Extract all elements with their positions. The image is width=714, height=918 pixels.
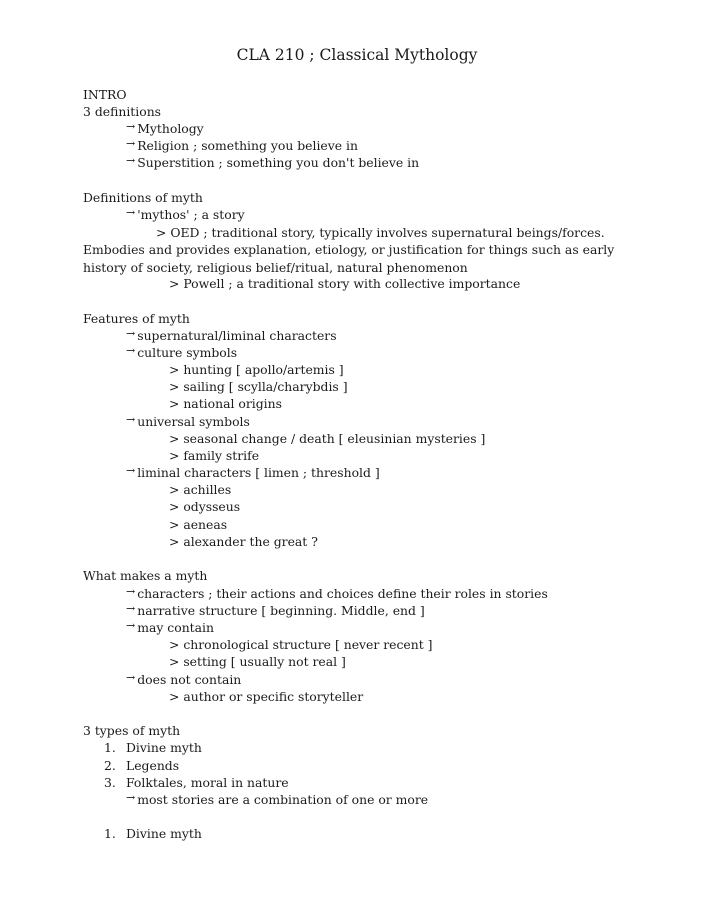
document-title: CLA 210 ; Classical Mythology bbox=[236, 46, 478, 64]
subitem-author: > author or specific storyteller bbox=[169, 689, 364, 704]
subitem-seasonal-change: > seasonal change / death [ eleusinian mysteries ] bbox=[169, 431, 486, 446]
arrow-icon: → bbox=[126, 327, 136, 340]
arrow-icon: → bbox=[126, 413, 136, 426]
subitem-chronological-structure: > chronological structure [ never recent ] bbox=[169, 637, 433, 652]
bullet-combination: → most stories are a combination of one or more bbox=[126, 791, 429, 807]
bullet-narrative-structure: → narrative structure [ beginning. Middle, end ] bbox=[126, 602, 425, 618]
arrow-icon: → bbox=[126, 206, 136, 219]
bullet-may-contain: → may contain bbox=[126, 619, 214, 635]
arrow-icon: → bbox=[126, 154, 136, 167]
subitem-powell: > Powell ; a traditional story with collective importance bbox=[169, 276, 521, 291]
paragraph-oed-definition: > OED ; traditional story, typically involves supernatural beings/forces. Embodies and provides explanation, etiology, or justification for things such as early history of society, religious belief/ritual, natural phenomenon bbox=[83, 225, 615, 275]
subitem-setting: > setting [ usually not real ] bbox=[169, 654, 346, 669]
subitem-national-origins: > national origins bbox=[169, 396, 282, 411]
subitem-sailing: > sailing [ scylla/charybdis ] bbox=[169, 379, 348, 394]
arrow-icon: → bbox=[126, 791, 136, 804]
bullet-liminal-characters: → liminal characters [ limen ; threshold ] bbox=[126, 464, 380, 480]
arrow-icon: → bbox=[126, 464, 136, 477]
arrow-icon: → bbox=[126, 619, 136, 632]
arrow-icon: → bbox=[126, 344, 136, 357]
subitem-odysseus: > odysseus bbox=[169, 499, 241, 514]
bullet-religion: → Religion ; something you believe in bbox=[126, 137, 358, 153]
section-heading-three-types: 3 types of myth bbox=[83, 723, 181, 738]
section-heading-features-of-myth: Features of myth bbox=[83, 311, 190, 326]
bullet-culture-symbols: → culture symbols bbox=[126, 344, 238, 360]
bullet-mythology: → Mythology bbox=[126, 120, 204, 136]
section-heading-what-makes-a-myth: What makes a myth bbox=[83, 568, 208, 583]
arrow-icon: → bbox=[126, 602, 136, 615]
arrow-icon: → bbox=[126, 120, 136, 133]
list-item: 2. Legends bbox=[104, 758, 180, 773]
subitem-hunting: > hunting [ apollo/artemis ] bbox=[169, 362, 344, 377]
bullet-characters: → characters ; their actions and choices define their roles in stories bbox=[126, 585, 548, 601]
bullet-universal-symbols: → universal symbols bbox=[126, 413, 250, 429]
list-item: 1. Divine myth bbox=[104, 740, 202, 755]
bullet-supernatural-characters: → supernatural/liminal characters bbox=[126, 327, 337, 343]
subitem-alexander: > alexander the great ? bbox=[169, 534, 318, 549]
bullet-mythos: → 'mythos' ; a story bbox=[126, 206, 245, 222]
bullet-does-not-contain: → does not contain bbox=[126, 671, 242, 687]
subitem-family-strife: > family strife bbox=[169, 448, 260, 463]
section-heading-definitions-of-myth: Definitions of myth bbox=[83, 190, 203, 205]
arrow-icon: → bbox=[126, 671, 136, 684]
list-item: 3. Folktales, moral in nature bbox=[104, 775, 289, 790]
arrow-icon: → bbox=[126, 585, 136, 598]
subheading-three-definitions: 3 definitions bbox=[83, 104, 162, 119]
section-heading-intro: INTRO bbox=[83, 87, 127, 102]
bullet-superstition: → Superstition ; something you don't believe in bbox=[126, 154, 420, 170]
subitem-aeneas: > aeneas bbox=[169, 517, 228, 532]
subitem-achilles: > achilles bbox=[169, 482, 232, 497]
arrow-icon: → bbox=[126, 137, 136, 150]
list-item: 1. Divine myth bbox=[104, 826, 202, 841]
